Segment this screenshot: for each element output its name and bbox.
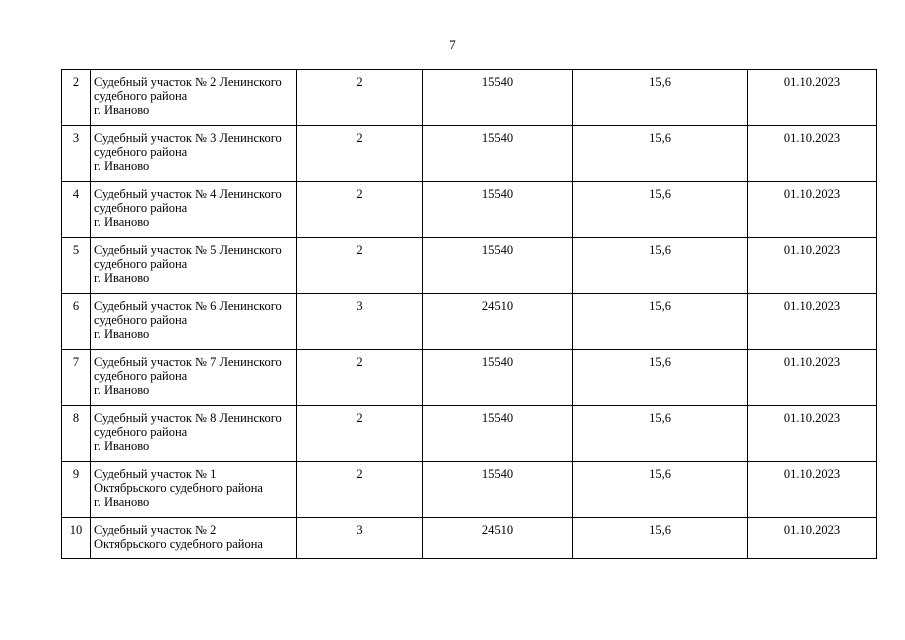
row-number-cell: 6 [62,294,91,350]
district-name-line: г. Иваново [94,495,150,509]
table-row [62,182,877,238]
table-row [62,126,877,182]
district-name-cell [91,518,297,559]
district-name-line: Октябрьского судебного района [94,537,263,551]
district-name-line: судебного района [94,201,188,215]
district-name-cell [91,350,297,406]
quantity-cell: 2 [297,238,423,294]
date-cell: 01.10.2023 [748,70,877,126]
district-name-line: Судебный участок № 7 Ленинского [94,355,282,369]
district-name-line: судебного района [94,369,188,383]
amount-cell: 24510 [423,294,573,350]
district-name-line: судебного района [94,257,188,271]
district-name-line: г. Иваново [94,159,150,173]
date-cell: 01.10.2023 [748,518,877,559]
rate-cell: 15,6 [573,406,748,462]
date-cell: 01.10.2023 [748,462,877,518]
date-cell: 01.10.2023 [748,182,877,238]
district-name-line: Судебный участок № 4 Ленинского [94,187,282,201]
amount-cell: 15540 [423,126,573,182]
quantity-cell: 2 [297,406,423,462]
row-number-cell: 8 [62,406,91,462]
amount-cell: 15540 [423,462,573,518]
amount-cell: 15540 [423,238,573,294]
row-number-cell: 10 [62,518,91,559]
district-name-line: Судебный участок № 3 Ленинского [94,131,282,145]
district-name-line: судебного района [94,313,188,327]
quantity-cell: 3 [297,518,423,559]
district-name-line: Судебный участок № 8 Ленинского [94,411,282,425]
rate-cell: 15,6 [573,238,748,294]
district-name-cell [91,462,297,518]
rate-cell: 15,6 [573,294,748,350]
page-number: 7 [449,37,456,52]
quantity-cell: 2 [297,126,423,182]
district-name-cell [91,70,297,126]
row-number-cell: 4 [62,182,91,238]
district-name-cell [91,182,297,238]
table-row [62,518,877,559]
table-row [62,238,877,294]
row-number-cell: 5 [62,238,91,294]
district-name-cell [91,406,297,462]
date-cell: 01.10.2023 [748,350,877,406]
rate-cell: 15,6 [573,182,748,238]
district-name-cell [91,238,297,294]
row-number-cell: 3 [62,126,91,182]
date-cell: 01.10.2023 [748,406,877,462]
district-name-line: судебного района [94,425,188,439]
table-row [62,406,877,462]
rate-cell: 15,6 [573,126,748,182]
date-cell: 01.10.2023 [748,126,877,182]
amount-cell: 24510 [423,518,573,559]
row-number-cell: 2 [62,70,91,126]
quantity-cell: 2 [297,70,423,126]
table-row [62,462,877,518]
district-name-line: г. Иваново [94,215,150,229]
rate-cell: 15,6 [573,462,748,518]
rate-cell: 15,6 [573,518,748,559]
court-district-table [61,69,877,559]
district-name-line: Судебный участок № 5 Ленинского [94,243,282,257]
amount-cell: 15540 [423,182,573,238]
amount-cell: 15540 [423,350,573,406]
district-name-cell [91,126,297,182]
amount-cell: 15540 [423,406,573,462]
amount-cell: 15540 [423,70,573,126]
table-row [62,70,877,126]
district-name-line: Судебный участок № 2 Ленинского [94,75,282,89]
district-name-line: г. Иваново [94,383,150,397]
district-name-line: г. Иваново [94,103,150,117]
district-name-line: г. Иваново [94,271,150,285]
district-name-line: г. Иваново [94,327,150,341]
table-row [62,294,877,350]
quantity-cell: 2 [297,182,423,238]
district-name-cell [91,294,297,350]
quantity-cell: 3 [297,294,423,350]
district-name-line: Судебный участок № 6 Ленинского [94,299,282,313]
date-cell: 01.10.2023 [748,294,877,350]
district-name-line: Октябрьского судебного района [94,481,263,495]
quantity-cell: 2 [297,350,423,406]
date-cell: 01.10.2023 [748,238,877,294]
district-name-line: Судебный участок № 1 [94,467,217,481]
district-name-line: судебного района [94,145,188,159]
row-number-cell: 9 [62,462,91,518]
rate-cell: 15,6 [573,70,748,126]
table-row [62,350,877,406]
quantity-cell: 2 [297,462,423,518]
district-name-line: судебного района [94,89,188,103]
rate-cell: 15,6 [573,350,748,406]
row-number-cell: 7 [62,350,91,406]
district-name-line: г. Иваново [94,439,150,453]
district-name-line: Судебный участок № 2 [94,523,217,537]
